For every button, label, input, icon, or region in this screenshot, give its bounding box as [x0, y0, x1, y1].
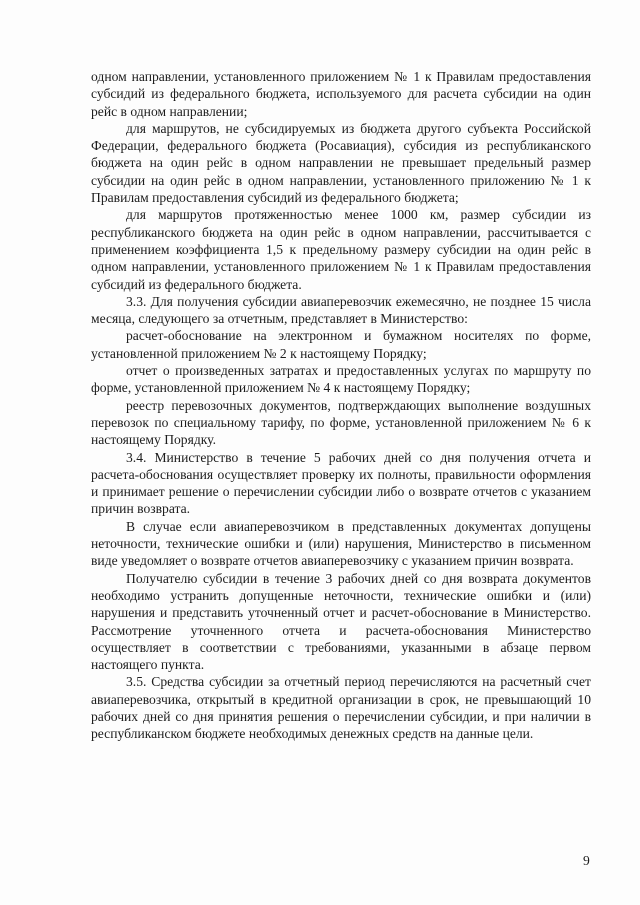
paragraph-continuation: одном направлении, установленного приложением № 1 к Правилам предоставления субсидий из федерального бюджета, используемого для расчета субсидии на один рейс в одном направлении; — [91, 69, 591, 119]
paragraph-cost-report: отчет о произведенных затратах и предоставленных услугах по маршруту по форме, установленной приложением № 4 к настоящему Порядку; — [91, 363, 591, 396]
paragraph-calculation-justification: расчет-обоснование на электронном и бумажном носителях по форме, установленной приложением № 2 к настоящему Порядку; — [91, 328, 591, 361]
document-body — [91, 68, 591, 743]
paragraph-clause-3-3: 3.3. Для получения субсидии авиаперевозчик ежемесячно, не позднее 15 числа месяца, следующего за отчетным, представляет в Министерство: — [91, 293, 591, 327]
paragraph-routes-under-1000km: для маршрутов протяженностью менее 1000 км, размер субсидии из республиканского бюджета на один рейс в одном направлении, рассчитывается с применением коэффициента 1,5 к предельному размеру субсидии на один рейс в одном направлении, установленного приложением № 1 к Правилам предоставления субсидий из федерального бюджета. — [91, 207, 591, 292]
page-number: 9 — [583, 853, 590, 868]
paragraph-clause-3-5: 3.5. Средства субсидии за отчетный период перечисляются на расчетный счет авиаперевозчика, открытый в кредитной организации в срок, не превышающий 10 рабочих дней со дня принятия решения о перечислении субсидии, и при наличии в республиканском бюджете необходимых денежных средств на данные цели. — [91, 674, 591, 742]
paragraph-clause-3-4: 3.4. Министерство в течение 5 рабочих дней со дня получения отчета и расчета-обоснования осуществляет проверку их полноты, правильности оформления и принимает решение о перечислении субсидии либо о возврате отчетов с указанием причин возврата. — [91, 449, 591, 517]
paragraph-errors-notification: В случае если авиаперевозчиком в представленных документах допущены неточности, технические ошибки и (или) нарушения, Министерство в письменном виде уведомляет о возврате отчетов авиаперевозчику с указанием причин возврата. — [91, 518, 591, 569]
paragraph-routes-not-subsidized: для маршрутов, не субсидируемых из бюджета другого субъекта Российской Федерации, федерального бюджета (Росавиация), субсидия из республиканского бюджета на один рейс в одном направлении не превышает предельный размер субсидии на один рейс в одном направлении, установленного приложению № 1 к Правилам предоставления субсидий из федерального бюджета; — [91, 120, 591, 206]
paragraph-recipient-corrections: Получателю субсидии в течение 3 рабочих дней со дня возврата документов необходимо устранить допущенные неточности, технические ошибки и (или) нарушения и представить уточненный отчет и расчет-обоснование в Министерство. Рассмотрение уточненного отчета и расчета-обоснования Министерство осуществляет в соответствии с требованиями, указанными в абзаце первом настоящего пункта. — [91, 570, 591, 673]
paragraph-document-registry: реестр перевозочных документов, подтверждающих выполнение воздушных перевозок по специальному тарифу, по форме, установленной приложением № 6 к настоящему Порядку. — [91, 397, 591, 448]
